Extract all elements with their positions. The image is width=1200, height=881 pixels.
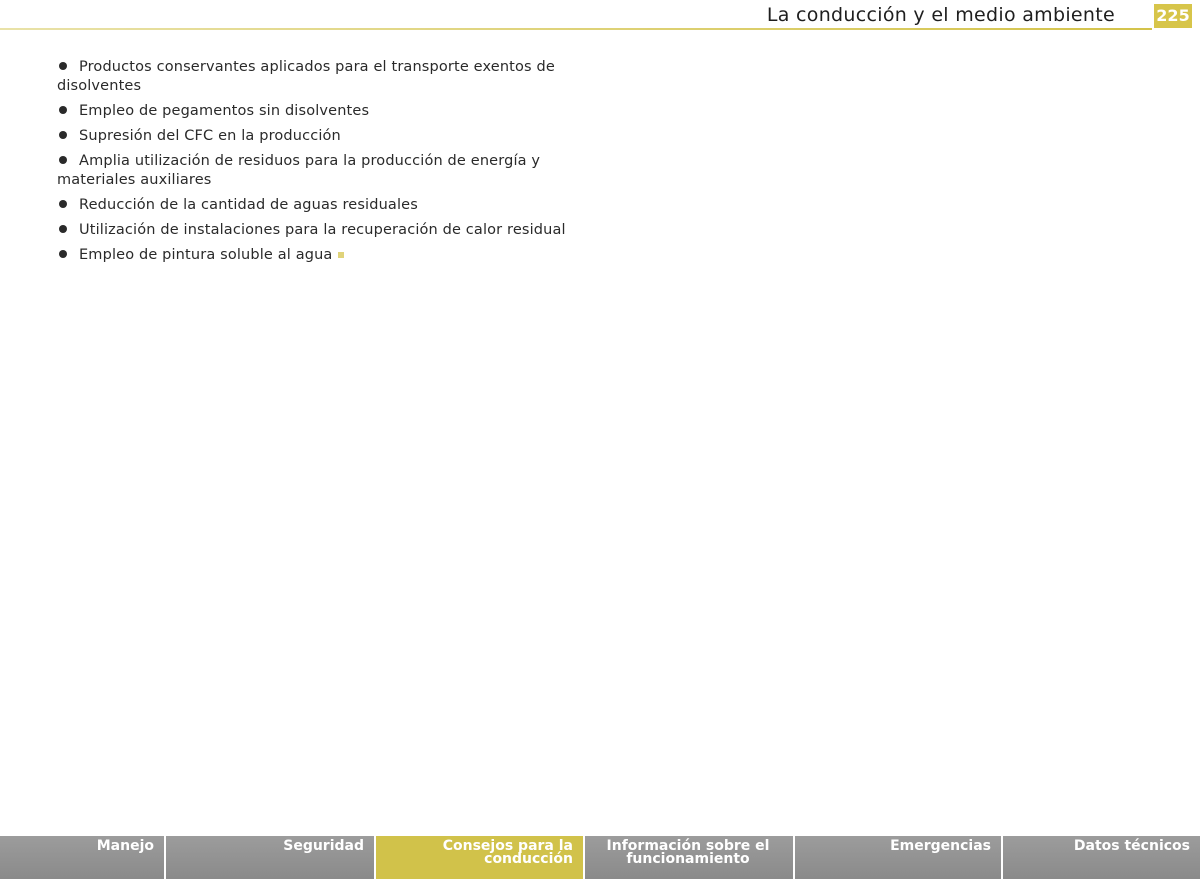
header-divider [0, 28, 1152, 30]
tab-seguridad[interactable]: Seguridad [166, 836, 376, 879]
tab-emergencias[interactable]: Emergencias [795, 836, 1003, 879]
bullet-icon [59, 250, 67, 258]
bullet-icon [59, 200, 67, 208]
page-number-badge: 225 [1154, 4, 1192, 28]
footer-tab-bar [0, 836, 1200, 879]
bullet-icon [59, 106, 67, 114]
bullet-list [57, 58, 577, 271]
list-item: Productos conservantes aplicados para el transporte exentos de disolventes [57, 59, 555, 94]
list-item: Empleo de pegamentos sin disolventes [57, 102, 577, 121]
list-item: Amplia utilización de residuos para la producción de energía y materiales auxiliares [57, 153, 541, 188]
tab-datos-tecnicos[interactable]: Datos técnicos [1003, 836, 1200, 879]
tab-informacion-funcionamiento[interactable]: Información sobre el funcionamiento [585, 836, 795, 879]
bullet-icon [59, 131, 67, 139]
bullet-icon [59, 156, 67, 164]
tab-consejos-conduccion[interactable]: Consejos para la conducción [376, 836, 585, 879]
bullet-icon [59, 62, 67, 70]
list-item: Reducción de la cantidad de aguas residuales [57, 196, 577, 215]
page-header-title: La conducción y el medio ambiente [766, 4, 1115, 26]
tab-manejo[interactable]: Manejo [0, 836, 166, 879]
bullet-icon [59, 225, 67, 233]
list-item: Supresión del CFC en la producción [57, 127, 577, 146]
section-end-icon [338, 252, 344, 258]
list-item: Utilización de instalaciones para la recuperación de calor residual [57, 221, 577, 240]
list-item: Empleo de pintura soluble al agua [57, 246, 577, 265]
